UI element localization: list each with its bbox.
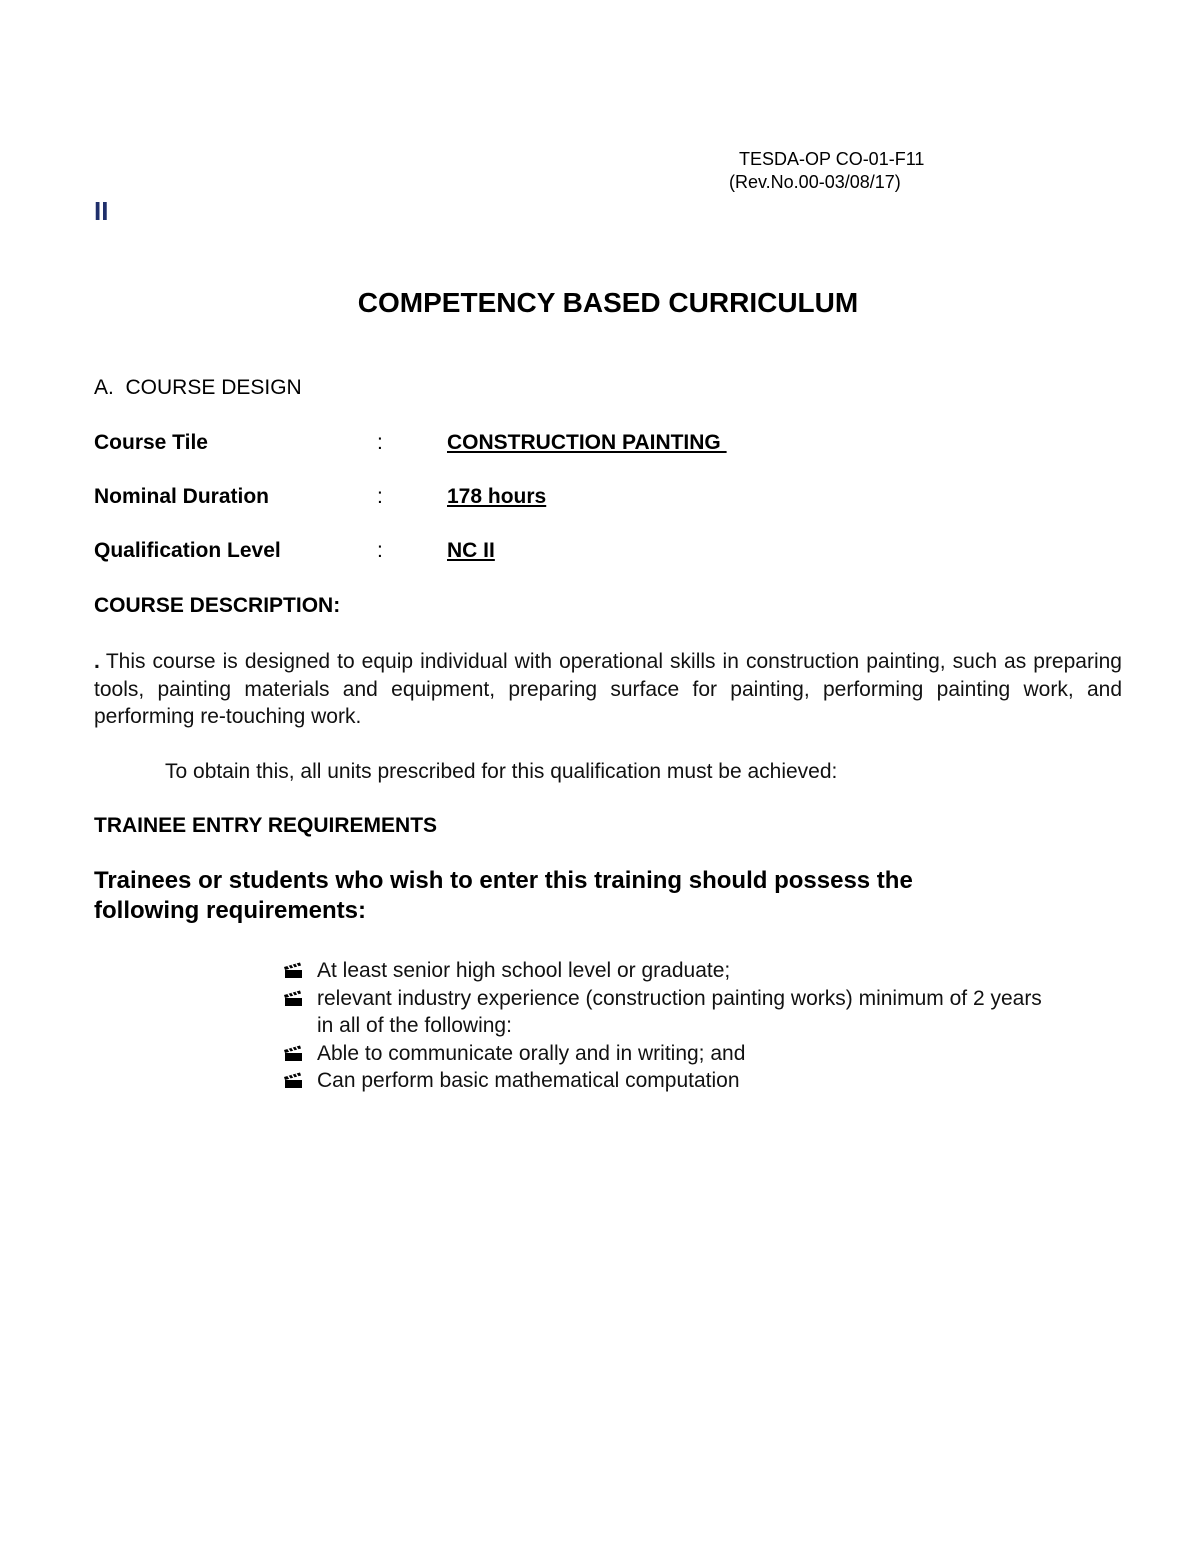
nominal-duration-colon: :	[377, 485, 383, 508]
entry-requirements-heading: TRAINEE ENTRY REQUIREMENTS	[94, 814, 438, 837]
clapperboard-icon	[283, 961, 303, 979]
list-item	[283, 1040, 1063, 1068]
nominal-duration-value: 178 hours	[447, 485, 547, 508]
entry-requirements-intro: Trainees or students who wish to enter this training should possess the following requirements:	[94, 867, 913, 924]
course-title-colon: :	[377, 431, 383, 454]
list-item	[283, 1067, 1063, 1095]
course-description-heading: COURSE DESCRIPTION:	[94, 594, 341, 617]
course-title-value: CONSTRUCTION PAINTING	[447, 431, 727, 454]
course-title-label: Course Tile	[94, 431, 208, 454]
lead-mark: .	[94, 650, 100, 673]
course-description-text: This course is designed to equip individual with operational skills in construction painting, such as preparing tools, painting materials and equipment, preparing surface for painting, performing painting work, and performing re-touching work.	[94, 650, 1122, 728]
list-item	[283, 957, 1063, 985]
qualification-level-label: Qualification Level	[94, 539, 281, 562]
requirements-list	[283, 957, 1063, 1095]
clapperboard-icon	[283, 1044, 303, 1062]
nominal-duration-label: Nominal Duration	[94, 485, 270, 508]
qualification-level-colon: :	[377, 539, 383, 562]
form-code: TESDA-OP CO-01-F11	[739, 149, 925, 169]
section-roman-numeral: II	[94, 196, 109, 226]
clapperboard-icon	[283, 989, 303, 1007]
qualification-level-value: NC II	[447, 539, 495, 562]
course-design-heading: A. COURSE DESIGN	[94, 376, 302, 399]
requirement-text: At least senior high school level or graduate;	[317, 959, 731, 982]
obtain-statement: To obtain this, all units prescribed for this qualification must be achieved:	[165, 760, 838, 783]
page-title: COMPETENCY BASED CURRICULUM	[357, 287, 859, 318]
requirement-text: Able to communicate orally and in writing; and	[317, 1041, 746, 1065]
requirement-text: Can perform basic mathematical computation	[317, 1069, 740, 1092]
course-description-paragraph	[94, 648, 1122, 731]
requirement-text: relevant industry experience (construction painting works) minimum of 2 years in all of the following:	[317, 986, 1042, 1037]
revision-number: (Rev.No.00-03/08/17)	[729, 172, 901, 192]
clapperboard-icon	[283, 1071, 303, 1089]
list-item	[283, 985, 1063, 1040]
